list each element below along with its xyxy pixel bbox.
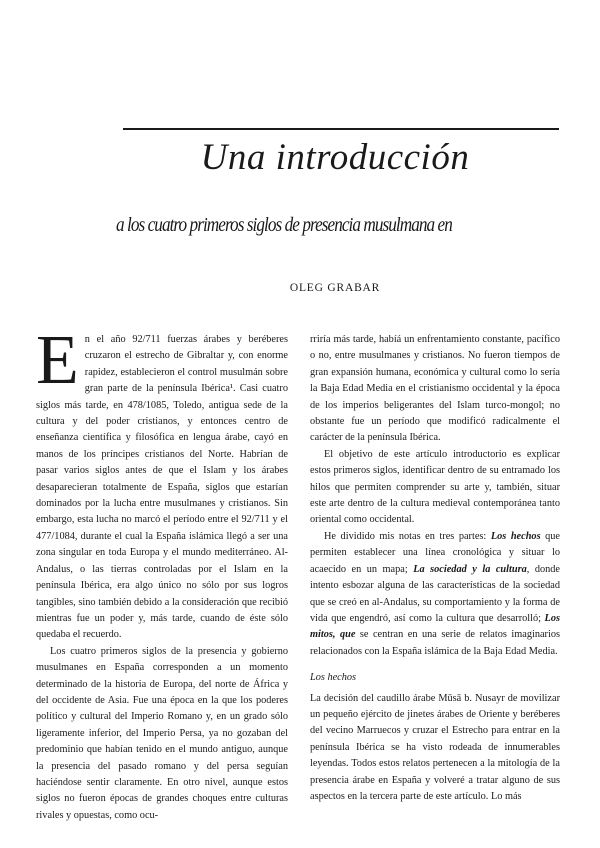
paragraph-text: n el año 92/711 fuerzas árabes y beréberes cruzaron el estrecho de Gibraltar y, con enorme rapidez, establecieron el control musulmán sobre gran parte de la península Ibérica¹. Casi cuatro siglos más tarde, en 478/1085, Toledo, antigua sede de la cultura y del poder cristianos, y entonces centro de enseñanza científica y filosófica en lengua árabe, cayó en manos de los príncipes cristianos del Norte. Habrían de pasar varios siglos antes de que el Islam y los árabes desaparecieran totalmente de España, siglos que estarían dominados por la lucha entre musulmanes y cristianos. Sin embargo, esta lucha no marcó el período entre el 92/711 y el 477/1084, durante el cual la España islámica llegó a ser una zona singular en toda Europa y el mundo mediterráneo. Al-Andalus, o las tierras controladas por el Islam en la península Ibérica, era algo único no sólo por sus logros tangibles, sino también debido a la consideración que recibió mientras fue un poder y, más tarde, cuando de éste sólo quedaba el recuerdo.: [36, 334, 288, 641]
article-subtitle: a los cuatro primeros siglos de presencia musulmana en: [116, 214, 452, 236]
paragraph: Los cuatro primeros siglos de la presencia y gobierno musulmanes en España corresponden a un momento determinado de la historia de Europa, del norte de África y del occidente de Asia. Fue una época en la que los poderes político y cultural del Imperio Romano y, en un grado sólo ligeramente inferior, del Imperio Persa, ya no gozaban del predominio que habían tenido en el mundo antiguo, aunque la presencia del pasado romano y del persa seguían haciéndose sentir claramente. En otro nivel, aunque estos siglos no fueron épocas de grandes choques entre culturas rivales y opuestas, como ocu-: [36, 645, 288, 821]
paragraph-text: , donde intento esbozar alguna de las características de la sociedad que se creó en al-Andalus, su comportamiento y la forma de vida que engendró, así como la cultura que desarrolló;: [310, 563, 560, 624]
section-heading: Los hechos: [310, 672, 357, 684]
drop-cap: E: [36, 322, 79, 399]
paragraph-text: que permiten establecer una línea cronológica y situar lo acaecido en un mapa;: [310, 530, 560, 575]
paragraph-text: He dividido mis notas en tres partes:: [324, 530, 491, 542]
paragraph: [36, 322, 288, 644]
title-rule: [123, 128, 559, 130]
article-title: Una introducción: [200, 137, 470, 178]
paragraph: La decisión del caudillo árabe Mūsā b. Nusayr de movilizar un pequeño ejército de jinetes árabes de Oriente y beréberes del vecino Marruecos y cruzar el Estrecho para entrar en la península Ibérica se ha visto rodeada de innumerables leyendas. Todos estos relatos pertenecen a la mitología de la presencia árabe en España y volveré a tratar alguno de sus aspectos en la tercera parte de este artículo. Lo más: [310, 692, 560, 802]
paragraph: El objetivo de este artículo introductorio es explicar estos primeros siglos, identificar dentro de su entramado los hilos que permiten comprender su arte y, también, situar este arte dentro de la cultura medieval contemporánea tanto oriental como occidental.: [310, 448, 560, 526]
paragraph-text: se centran en una serie de relatos imaginarios relacionados con la España islámica de la Baja Edad Media.: [310, 629, 560, 657]
part-title: Los mitos, que: [310, 612, 560, 641]
part-title: La sociedad y la cultura: [413, 563, 527, 575]
right-column: [310, 332, 560, 805]
author-name: OLEG GRABAR: [289, 282, 381, 294]
part-title: Los hechos: [490, 530, 541, 542]
left-column: [36, 322, 288, 824]
paragraph: rriría más tarde, habíá un enfrentamiento constante, pacífico o no, entre musulmanes y cristianos. No fueron tiempos de gran expansión humana, económica y cultural como lo sería la Baja Edad Media en el cristianismo occidental y la época de los imperios beligerantes del Islam turco-mongol; no obstante fue un período que modificó radicalmente el carácter de la península Ibérica.: [310, 334, 560, 444]
paragraph: [310, 529, 560, 660]
